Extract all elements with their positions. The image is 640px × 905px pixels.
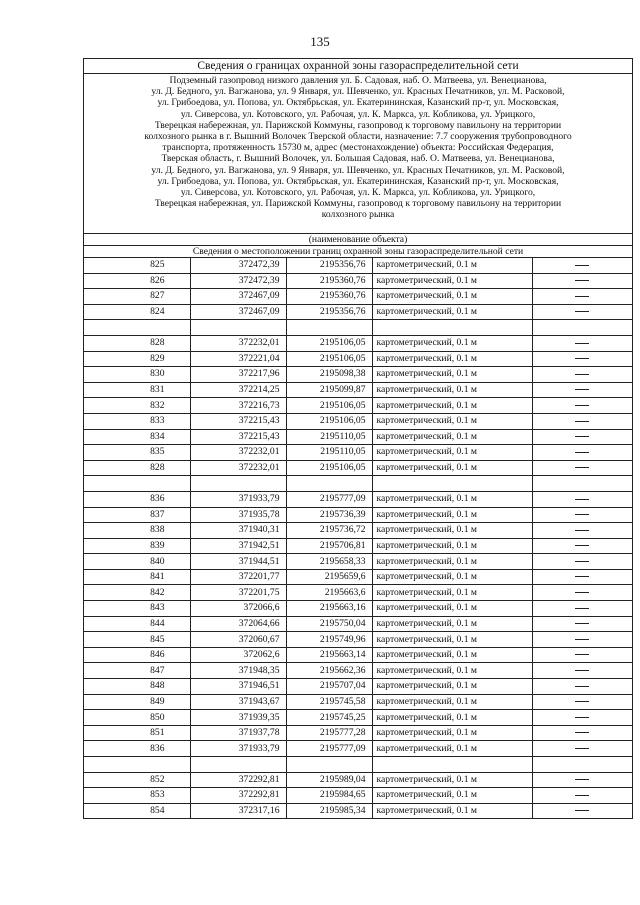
accuracy-method-cell: картометрический, 0.1 м xyxy=(372,335,532,351)
x-coordinate-cell: 372221,04 xyxy=(190,351,286,367)
description-line: Тверецкая набережная, ул. Парижской Коммуны, газопровод к торговому павильону на территории xyxy=(154,198,562,210)
point-number-cell: 827 xyxy=(84,289,190,305)
object-name-caption: (наименование объекта) xyxy=(84,233,632,246)
point-number-cell: 854 xyxy=(84,803,190,818)
accuracy-method-cell: картометрический, 0.1 м xyxy=(372,725,532,741)
x-coordinate-cell: 372214,25 xyxy=(190,382,286,398)
point-number-cell: 832 xyxy=(84,398,190,414)
table-row xyxy=(84,413,632,429)
point-number-cell xyxy=(84,476,190,492)
accuracy-method-cell xyxy=(372,320,532,336)
point-number-cell: 830 xyxy=(84,367,190,383)
table-row xyxy=(84,429,632,445)
table-row xyxy=(84,772,632,788)
x-coordinate-cell: 372216,73 xyxy=(190,398,286,414)
accuracy-method-cell: картометрический, 0.1 м xyxy=(372,710,532,726)
note-cell xyxy=(532,460,632,476)
point-number-cell: 843 xyxy=(84,601,190,617)
table-row xyxy=(84,491,632,507)
note-cell xyxy=(532,429,632,445)
dash-mark xyxy=(575,779,589,780)
y-coordinate-cell: 2195663,14 xyxy=(286,647,372,663)
note-cell xyxy=(532,289,632,305)
dash-mark xyxy=(575,810,589,811)
x-coordinate-cell: 372472,39 xyxy=(190,273,286,289)
point-number-cell: 837 xyxy=(84,507,190,523)
point-number-cell: 826 xyxy=(84,273,190,289)
point-number-cell: 836 xyxy=(84,491,190,507)
point-number-cell: 842 xyxy=(84,585,190,601)
table-row xyxy=(84,398,632,414)
point-number-cell: 834 xyxy=(84,429,190,445)
table-row xyxy=(84,460,632,476)
description-line: ул. Сиверсова, ул. Котовского, ул. Рабочая, ул. К. Маркса, ул. Кобликова, ул. Урицкого, xyxy=(180,108,536,120)
dash-mark xyxy=(575,670,589,671)
table-row xyxy=(84,632,632,648)
x-coordinate-cell xyxy=(190,757,286,773)
accuracy-method-cell: картометрический, 0.1 м xyxy=(372,382,532,398)
accuracy-method-cell: картометрический, 0.1 м xyxy=(372,647,532,663)
note-cell xyxy=(532,585,632,601)
table-row xyxy=(84,304,632,320)
x-coordinate-cell: 372292,81 xyxy=(190,772,286,788)
x-coordinate-cell: 372317,16 xyxy=(190,803,286,818)
table-row xyxy=(84,351,632,367)
accuracy-method-cell: картометрический, 0.1 м xyxy=(372,413,532,429)
point-number-cell: 848 xyxy=(84,679,190,695)
dash-mark xyxy=(575,421,589,422)
note-cell xyxy=(532,663,632,679)
dash-mark xyxy=(575,639,589,640)
dash-mark xyxy=(575,436,589,437)
accuracy-method-cell xyxy=(372,476,532,492)
note-cell xyxy=(532,273,632,289)
x-coordinate-cell: 372064,66 xyxy=(190,616,286,632)
table-row xyxy=(84,663,632,679)
dash-mark xyxy=(575,280,589,281)
description-line: ул. Д. Бедного, ул. Вагжанова, ул. 9 Января, ул. Шевченко, ул. Красных Печатников, ул. М. Расковой, xyxy=(151,164,565,176)
point-number-cell: 853 xyxy=(84,788,190,804)
accuracy-method-cell: картометрический, 0.1 м xyxy=(372,741,532,757)
note-cell xyxy=(532,647,632,663)
separator-row xyxy=(84,320,632,336)
point-number-cell: 849 xyxy=(84,694,190,710)
accuracy-method-cell: картометрический, 0.1 м xyxy=(372,367,532,383)
table-row xyxy=(84,258,632,273)
note-cell xyxy=(532,523,632,539)
table-row xyxy=(84,335,632,351)
table-row xyxy=(84,507,632,523)
dash-mark xyxy=(575,265,589,266)
separator-row xyxy=(84,476,632,492)
x-coordinate-cell: 372201,77 xyxy=(190,569,286,585)
description-line: транспорта, протяженность 15730 м, адрес (местонахождение) объекта: Российская Федерация, xyxy=(162,142,554,154)
table-row xyxy=(84,725,632,741)
x-coordinate-cell: 372232,01 xyxy=(190,335,286,351)
point-number-cell: 847 xyxy=(84,663,190,679)
accuracy-method-cell: картометрический, 0.1 м xyxy=(372,523,532,539)
table-row xyxy=(84,601,632,617)
y-coordinate-cell xyxy=(286,320,372,336)
x-coordinate-cell: 372215,43 xyxy=(190,429,286,445)
dash-mark xyxy=(575,592,589,593)
x-coordinate-cell: 372060,67 xyxy=(190,632,286,648)
table-row xyxy=(84,647,632,663)
table-row xyxy=(84,710,632,726)
dash-mark xyxy=(575,452,589,453)
dash-mark xyxy=(575,732,589,733)
y-coordinate-cell: 2195106,05 xyxy=(286,460,372,476)
page-number: 135 xyxy=(310,34,330,49)
accuracy-method-cell: картометрический, 0.1 м xyxy=(372,616,532,632)
y-coordinate-cell: 2195106,05 xyxy=(286,398,372,414)
x-coordinate-cell: 372467,09 xyxy=(190,304,286,320)
note-cell xyxy=(532,803,632,818)
point-number-cell: 829 xyxy=(84,351,190,367)
note-cell xyxy=(532,741,632,757)
note-cell xyxy=(532,335,632,351)
note-cell xyxy=(532,554,632,570)
x-coordinate-cell: 372066,6 xyxy=(190,601,286,617)
table-row xyxy=(84,694,632,710)
dash-mark xyxy=(575,499,589,500)
note-cell xyxy=(532,616,632,632)
y-coordinate-cell: 2195356,76 xyxy=(286,304,372,320)
dash-mark xyxy=(575,686,589,687)
x-coordinate-cell xyxy=(190,476,286,492)
dash-mark xyxy=(575,623,589,624)
y-coordinate-cell: 2195985,34 xyxy=(286,803,372,818)
table-row xyxy=(84,741,632,757)
separator-row xyxy=(84,757,632,773)
y-coordinate-cell: 2195659,6 xyxy=(286,569,372,585)
note-cell xyxy=(532,710,632,726)
y-coordinate-cell: 2195777,09 xyxy=(286,491,372,507)
dash-mark xyxy=(575,654,589,655)
point-number-cell: 825 xyxy=(84,258,190,273)
table-row xyxy=(84,616,632,632)
x-coordinate-cell: 371933,79 xyxy=(190,741,286,757)
note-cell xyxy=(532,382,632,398)
dash-mark xyxy=(575,374,589,375)
table-row xyxy=(84,367,632,383)
x-coordinate-cell: 371948,35 xyxy=(190,663,286,679)
y-coordinate-cell: 2195110,05 xyxy=(286,429,372,445)
x-coordinate-cell: 371944,51 xyxy=(190,554,286,570)
accuracy-method-cell: картометрический, 0.1 м xyxy=(372,507,532,523)
point-number-cell: 852 xyxy=(84,772,190,788)
accuracy-method-cell: картометрический, 0.1 м xyxy=(372,788,532,804)
document-title: Сведения о границах охранной зоны газораспределительной сети xyxy=(84,59,632,74)
description-line: ул. Грибоедова, ул. Попова, ул. Октябрьская, ул. Екатерининская, Казанский пр-т, ул. Московская, xyxy=(157,175,559,187)
note-cell xyxy=(532,445,632,461)
dash-mark xyxy=(575,530,589,531)
note-cell xyxy=(532,413,632,429)
point-number-cell xyxy=(84,320,190,336)
table-row xyxy=(84,273,632,289)
dash-mark xyxy=(575,561,589,562)
accuracy-method-cell: картометрический, 0.1 м xyxy=(372,398,532,414)
accuracy-method-cell: картометрический, 0.1 м xyxy=(372,803,532,818)
y-coordinate-cell: 2195706,81 xyxy=(286,538,372,554)
note-cell xyxy=(532,538,632,554)
note-cell xyxy=(532,725,632,741)
note-cell xyxy=(532,367,632,383)
accuracy-method-cell: картометрический, 0.1 м xyxy=(372,772,532,788)
y-coordinate-cell: 2195749,96 xyxy=(286,632,372,648)
x-coordinate-cell: 371942,51 xyxy=(190,538,286,554)
y-coordinate-cell: 2195658,33 xyxy=(286,554,372,570)
dash-mark xyxy=(575,701,589,702)
accuracy-method-cell: картометрический, 0.1 м xyxy=(372,273,532,289)
y-coordinate-cell: 2195356,76 xyxy=(286,258,372,273)
x-coordinate-cell: 371935,78 xyxy=(190,507,286,523)
x-coordinate-cell: 372217,96 xyxy=(190,367,286,383)
description-line: колхозного рынка в г. Вышний Волочек Тверской области, назначение: 7.7 сооружения трубопроводного xyxy=(144,131,572,143)
dash-mark xyxy=(575,296,589,297)
y-coordinate-cell: 2195777,28 xyxy=(286,725,372,741)
dash-mark xyxy=(575,467,589,468)
y-coordinate-cell: 2195736,72 xyxy=(286,523,372,539)
accuracy-method-cell: картометрический, 0.1 м xyxy=(372,351,532,367)
description-line: ул. Грибоедова, ул. Попова, ул. Октябрьская, ул. Екатерининская, Казанский пр-т, ул. Московская, xyxy=(157,97,559,109)
accuracy-method-cell: картометрический, 0.1 м xyxy=(372,491,532,507)
table-row xyxy=(84,382,632,398)
y-coordinate-cell: 2195745,25 xyxy=(286,710,372,726)
dash-mark xyxy=(575,576,589,577)
object-description xyxy=(84,74,632,233)
table-row xyxy=(84,445,632,461)
note-cell xyxy=(532,351,632,367)
y-coordinate-cell: 2195360,76 xyxy=(286,273,372,289)
y-coordinate-cell: 2195663,16 xyxy=(286,601,372,617)
table-row xyxy=(84,523,632,539)
dash-mark xyxy=(575,748,589,749)
x-coordinate-cell: 372062,6 xyxy=(190,647,286,663)
x-coordinate-cell: 372232,01 xyxy=(190,460,286,476)
accuracy-method-cell: картометрический, 0.1 м xyxy=(372,585,532,601)
note-cell xyxy=(532,772,632,788)
point-number-cell: 828 xyxy=(84,335,190,351)
description-line: Тверецкая набережная, ул. Парижской Коммуны, газопровод к торговому павильону на территории xyxy=(154,119,562,131)
y-coordinate-cell: 2195707,04 xyxy=(286,679,372,695)
dash-mark xyxy=(575,795,589,796)
y-coordinate-cell: 2195777,09 xyxy=(286,741,372,757)
dash-mark xyxy=(575,405,589,406)
table-row xyxy=(84,538,632,554)
dash-mark xyxy=(575,717,589,718)
accuracy-method-cell: картометрический, 0.1 м xyxy=(372,289,532,305)
point-number-cell: 851 xyxy=(84,725,190,741)
table-row xyxy=(84,585,632,601)
location-caption: Сведения о местоположении границ охранной зоны газораспределительной сети xyxy=(84,246,632,258)
note-cell xyxy=(532,632,632,648)
y-coordinate-cell: 2195110,05 xyxy=(286,445,372,461)
dash-mark xyxy=(575,358,589,359)
note-cell xyxy=(532,320,632,336)
description-line: ул. Д. Бедного, ул. Вагжанова, ул. 9 Января, ул. Шевченко, ул. Красных Печатников, ул. М. Расковой, xyxy=(151,86,565,98)
table-row xyxy=(84,679,632,695)
dash-mark xyxy=(575,311,589,312)
description-line: ул. Сиверсова, ул. Котовского, ул. Рабочая, ул. К. Маркса, ул. Кобликова, ул. Урицкого, xyxy=(180,187,536,199)
y-coordinate-cell: 2195989,04 xyxy=(286,772,372,788)
x-coordinate-cell: 371943,67 xyxy=(190,694,286,710)
table-row xyxy=(84,289,632,305)
x-coordinate-cell: 372201,75 xyxy=(190,585,286,601)
y-coordinate-cell xyxy=(286,757,372,773)
y-coordinate-cell: 2195360,76 xyxy=(286,289,372,305)
accuracy-method-cell: картометрический, 0.1 м xyxy=(372,679,532,695)
accuracy-method-cell: картометрический, 0.1 м xyxy=(372,694,532,710)
description-line: Подземный газопровод низкого давления ул. Б. Садовая, наб. О. Матвеева, ул. Венецианова, xyxy=(169,75,547,86)
y-coordinate-cell: 2195106,05 xyxy=(286,351,372,367)
boundary-document xyxy=(83,58,633,819)
dash-mark xyxy=(575,343,589,344)
x-coordinate-cell: 372292,81 xyxy=(190,788,286,804)
y-coordinate-cell: 2195099,87 xyxy=(286,382,372,398)
point-number-cell: 845 xyxy=(84,632,190,648)
note-cell xyxy=(532,507,632,523)
table-row xyxy=(84,569,632,585)
point-number-cell xyxy=(84,757,190,773)
note-cell xyxy=(532,679,632,695)
dash-mark xyxy=(575,545,589,546)
point-number-cell: 850 xyxy=(84,710,190,726)
note-cell xyxy=(532,757,632,773)
accuracy-method-cell: картометрический, 0.1 м xyxy=(372,258,532,273)
note-cell xyxy=(532,694,632,710)
y-coordinate-cell: 2195106,05 xyxy=(286,335,372,351)
point-number-cell: 846 xyxy=(84,647,190,663)
note-cell xyxy=(532,491,632,507)
note-cell xyxy=(532,476,632,492)
y-coordinate-cell: 2195663,6 xyxy=(286,585,372,601)
x-coordinate-cell: 371933,79 xyxy=(190,491,286,507)
x-coordinate-cell: 371946,51 xyxy=(190,679,286,695)
accuracy-method-cell: картометрический, 0.1 м xyxy=(372,632,532,648)
note-cell xyxy=(532,398,632,414)
point-number-cell: 836 xyxy=(84,741,190,757)
x-coordinate-cell: 371939,35 xyxy=(190,710,286,726)
x-coordinate-cell: 371937,78 xyxy=(190,725,286,741)
y-coordinate-cell: 2195098,38 xyxy=(286,367,372,383)
point-number-cell: 840 xyxy=(84,554,190,570)
note-cell xyxy=(532,788,632,804)
dash-mark xyxy=(575,608,589,609)
y-coordinate-cell: 2195106,05 xyxy=(286,413,372,429)
accuracy-method-cell: картометрический, 0.1 м xyxy=(372,538,532,554)
y-coordinate-cell xyxy=(286,476,372,492)
x-coordinate-cell xyxy=(190,320,286,336)
point-number-cell: 839 xyxy=(84,538,190,554)
description-line: Тверская область, г. Вышний Волочек, ул. Большая Садовая, наб. О. Матвеева, ул. Венецианова, xyxy=(161,153,555,165)
table-row xyxy=(84,554,632,570)
note-cell xyxy=(532,569,632,585)
y-coordinate-cell: 2195984,65 xyxy=(286,788,372,804)
accuracy-method-cell: картометрический, 0.1 м xyxy=(372,569,532,585)
y-coordinate-cell: 2195750,04 xyxy=(286,616,372,632)
note-cell xyxy=(532,304,632,320)
table-row xyxy=(84,803,632,818)
point-number-cell: 838 xyxy=(84,523,190,539)
point-number-cell: 828 xyxy=(84,460,190,476)
accuracy-method-cell: картометрический, 0.1 м xyxy=(372,304,532,320)
x-coordinate-cell: 372472,39 xyxy=(190,258,286,273)
x-coordinate-cell: 372467,09 xyxy=(190,289,286,305)
y-coordinate-cell: 2195745,58 xyxy=(286,694,372,710)
accuracy-method-cell: картометрический, 0.1 м xyxy=(372,554,532,570)
accuracy-method-cell: картометрический, 0.1 м xyxy=(372,445,532,461)
point-number-cell: 844 xyxy=(84,616,190,632)
x-coordinate-cell: 371940,31 xyxy=(190,523,286,539)
point-number-cell: 824 xyxy=(84,304,190,320)
y-coordinate-cell: 2195662,36 xyxy=(286,663,372,679)
accuracy-method-cell: картометрический, 0.1 м xyxy=(372,663,532,679)
y-coordinate-cell: 2195736,39 xyxy=(286,507,372,523)
accuracy-method-cell: картометрический, 0.1 м xyxy=(372,601,532,617)
accuracy-method-cell xyxy=(372,757,532,773)
point-number-cell: 831 xyxy=(84,382,190,398)
accuracy-method-cell: картометрический, 0.1 м xyxy=(372,460,532,476)
note-cell xyxy=(532,601,632,617)
accuracy-method-cell: картометрический, 0.1 м xyxy=(372,429,532,445)
dash-mark xyxy=(575,389,589,390)
point-number-cell: 841 xyxy=(84,569,190,585)
note-cell xyxy=(532,258,632,273)
dash-mark xyxy=(575,514,589,515)
coordinates-table xyxy=(84,258,632,818)
point-number-cell: 835 xyxy=(84,445,190,461)
description-line: колхозного рынка xyxy=(321,209,395,221)
table-row xyxy=(84,788,632,804)
x-coordinate-cell: 372215,43 xyxy=(190,413,286,429)
x-coordinate-cell: 372232,01 xyxy=(190,445,286,461)
point-number-cell: 833 xyxy=(84,413,190,429)
